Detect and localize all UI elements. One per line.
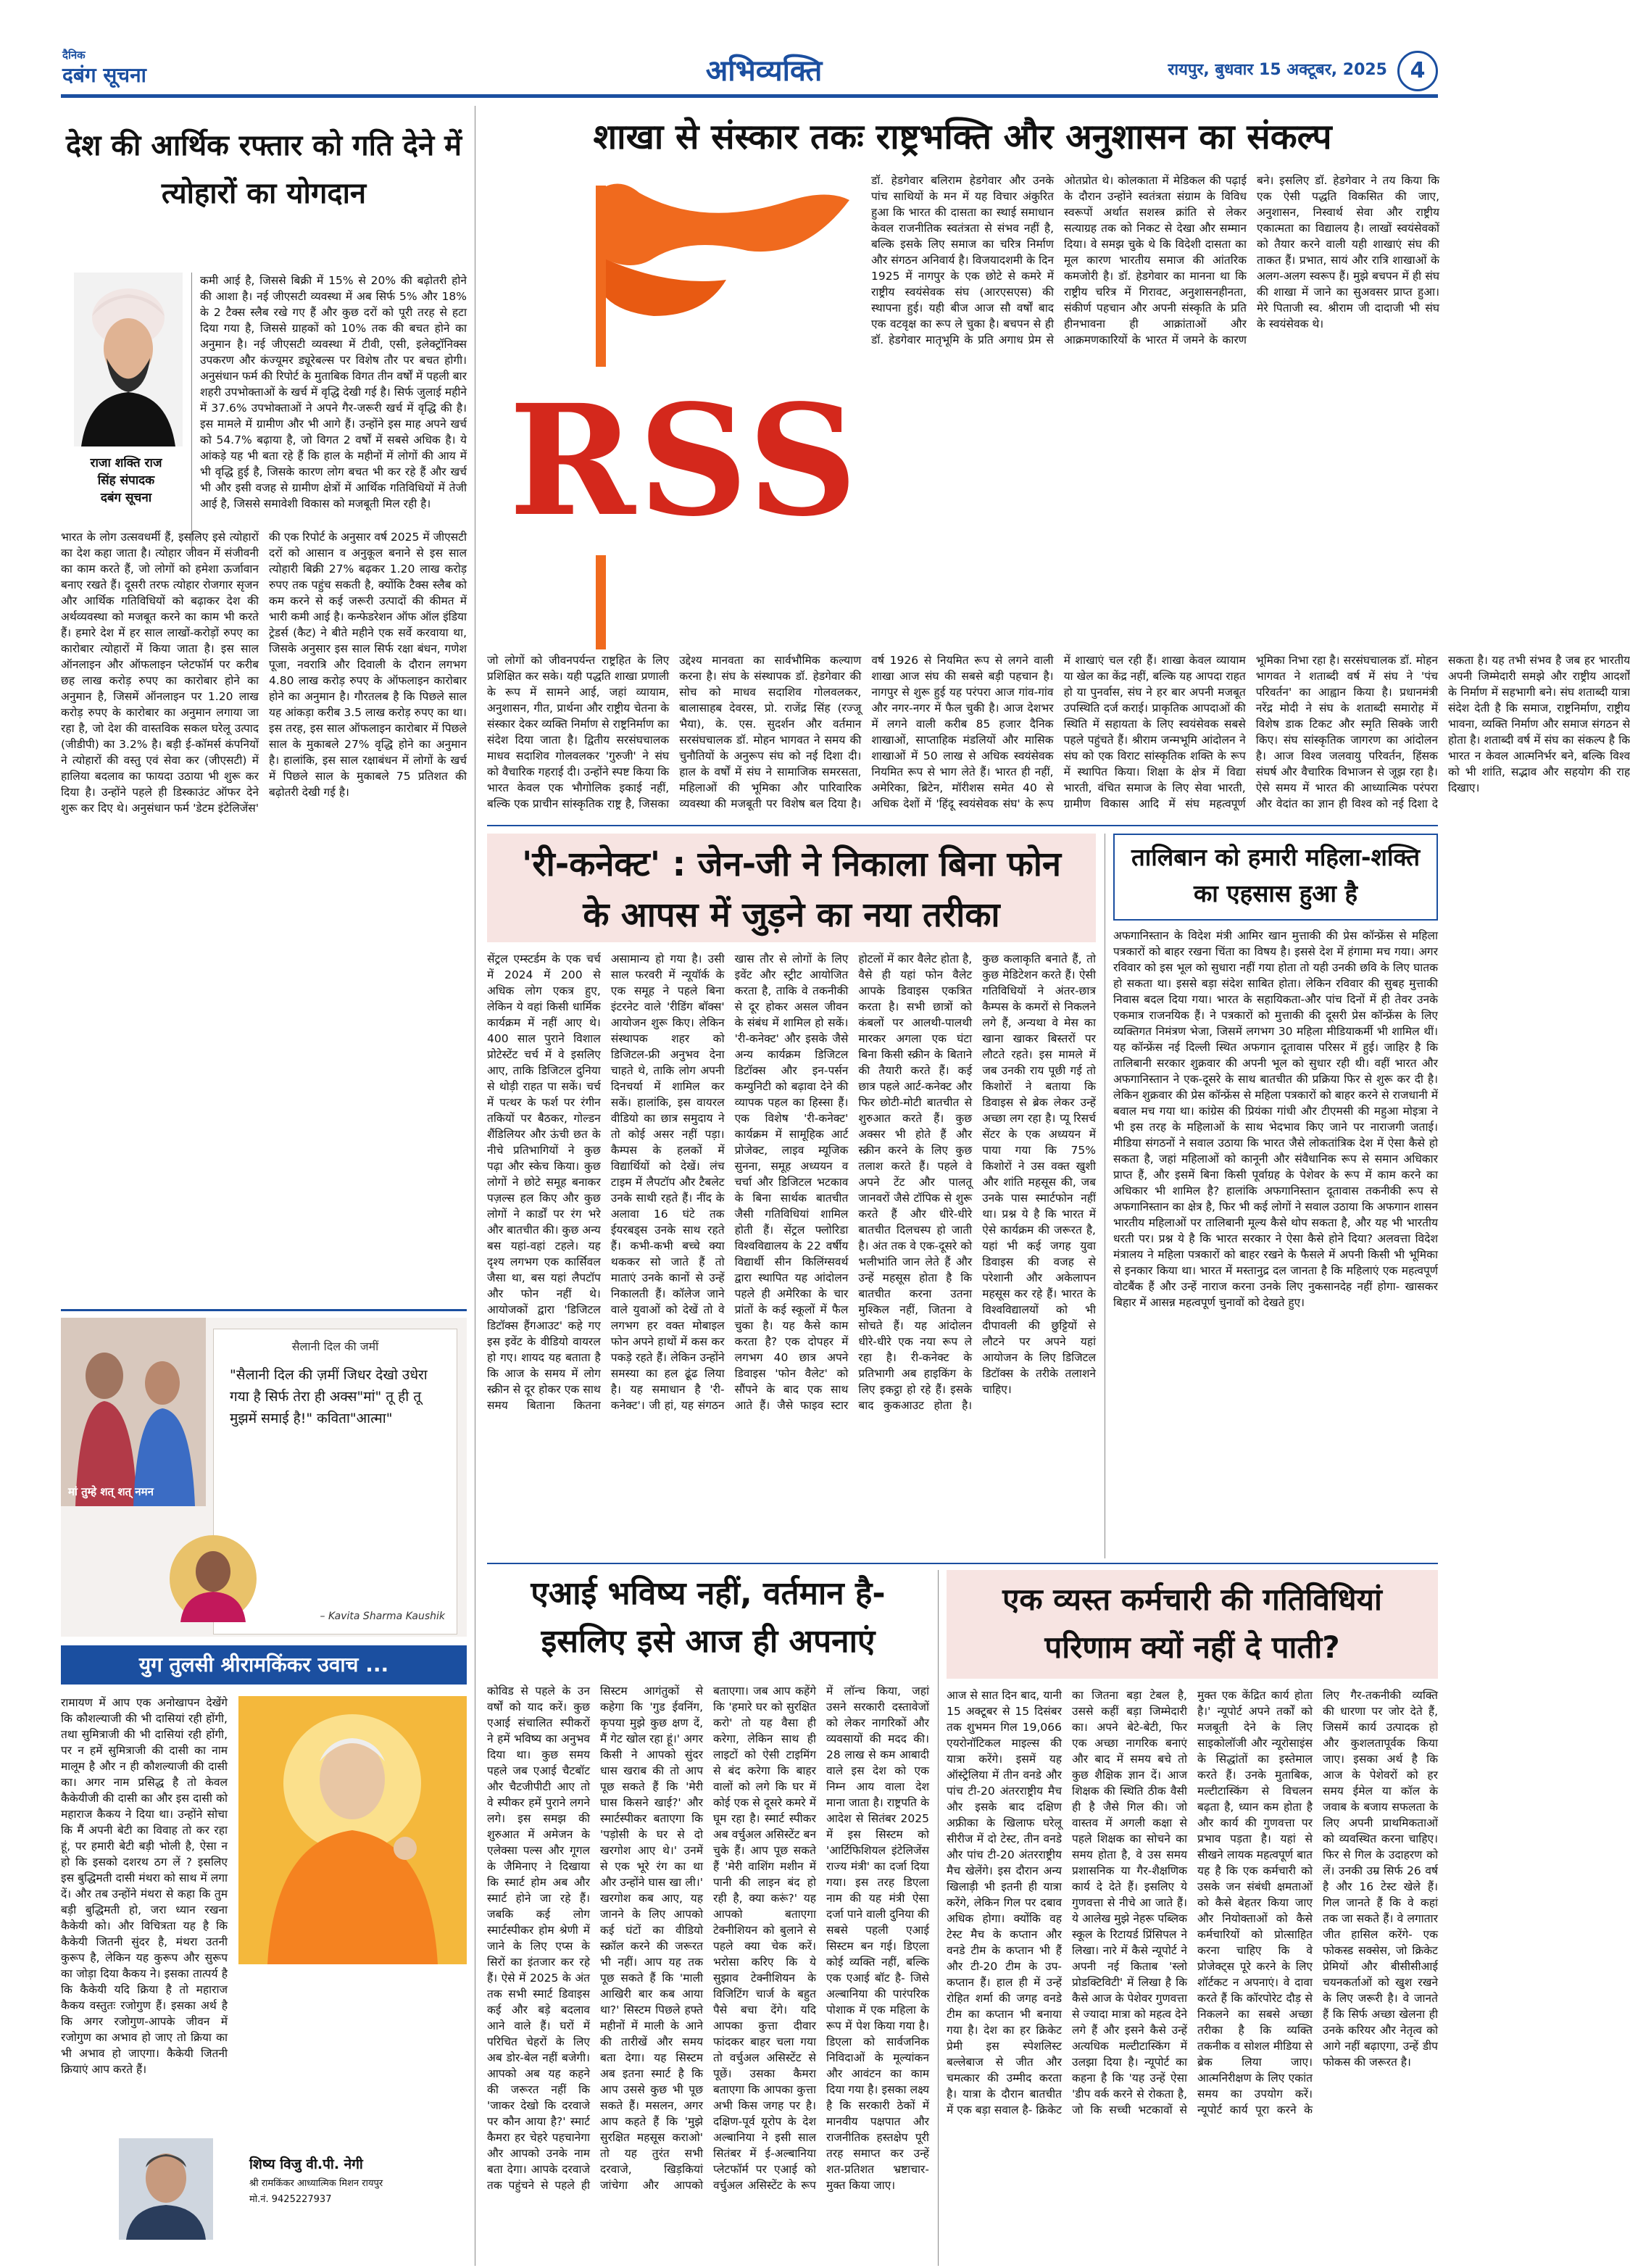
rss-logo-text: RSS: [509, 371, 861, 550]
article-reconnect: [487, 834, 1096, 1558]
article-taliban: [1113, 834, 1438, 1558]
poem-ad-credit: – Kavita Sharma Kaushik: [320, 1611, 445, 1622]
article-festival-text-top: कमी आई है, जिससे बिक्री में 15% से 20% की बढ़ोतरी होने की आशा है। नई जीएसटी व्यवस्था में अब सिर्फ 5% और 18% के 2 टैक्स स्लैब रखे गए हैं और कुछ दरों को पूरी तरह से हटा दिया गया है, जिससे ग्राहकों को 10% तक की बचत होने का अनुमान है। नई जीएसटी व्यवस्था में टीवी, एसी, इलेक्ट्रॉनिक्स उपकरण और कंज्यूमर ड्यूरेबल्स पर विशेष तौर पर बचत होगी। अनुसंधान फर्म की रिपोर्ट के मुताबिक विगत तीन वर्षों में पहली बार शहरी उपभोक्ताओं के खर्च में वृद्धि देखी गई है। सिर्फ जुलाई महीने में 37.6% उपभोक्ताओं ने अपने गैर-जरूरी खर्च में वृद्धि की है। इस मामले में ग्रामीण और भी आगे हैं। उन्होंने इस माह अपने खर्च को 54.7% बढ़ाया है, जो विगत 2 वर्षों में सबसे अधिक है। ये आंकड़े यह भी बता रहे हैं कि हाल के महीनों में लोगों की आय में भी वृद्धि हुई है, जिसके कारण लोग बचत भी कर रहे हैं और खर्च भी और इसी वजह से ग्रामीण क्षेत्रों में आर्थिक गतिविधियों में तेजी आई है, जिससे समावेशी विकास को मजबूती मिल रही है।: [200, 274, 467, 510]
signature-phone: मो.नं. 9425227937: [249, 2194, 332, 2205]
signature-photo: [119, 2138, 213, 2240]
article-festival-economy: [61, 106, 467, 1302]
author-role: सिंह संपादक: [97, 473, 155, 488]
article-rss-text-bottom: जो लोगों को जीवनपर्यन्त राष्ट्रहित के लिए प्रशिक्षित कर सके। यही पद्धति शाखा प्रणाली के रूप में सामने आई, जहां व्यायाम, अनुशासन, गीत, प्रार्थना और राष्ट्रीय चेतना के संस्कार देकर व्यक्ति निर्माण से राष्ट्रनिर्माण का संदेश दिया जाता है। द्वितीय सरसंघचालक माधव सदाशिव गोलवलकर 'गुरुजी' ने संघ को वैचारिक गहराई दी। उन्होंने स्पष्ट किया कि भारत केवल एक भौगोलिक इकाई नहीं, बल्कि एक प्राचीन सांस्कृतिक राष्ट्र है, जिसका उद्देश्य मानवता का सार्वभौमिक कल्याण करना है। संघ के संस्थापक डॉ. हेडगेवार की सोच को माधव सदाशिव गोलवलकर, बालासाहब देवरस, प्रो. राजेंद्र सिंह (रज्जू भैया), के. एस. सुदर्शन और वर्तमान सरसंघचालक डॉ. मोहन भागवत ने समय की चुनौतियों के अनुरूप संघ को नई दिशा दी। हाल के वर्षों में संघ ने सामाजिक समरसता, महिलाओं की भूमिका और पारिवारिक व्यवस्था की मजबूती पर विशेष बल दिया है। वर्ष 1926 से नियमित रूप से लगने वाली शाखा आज संघ की सबसे बड़ी पहचान है। नागपुर से शुरू हुई यह परंपरा आज गांव-गांव और नगर-नगर में फैल चुकी है। आज देशभर में लगने वाली करीब 85 हजार दैनिक शाखाओं, साप्ताहिक मंडलियों और मासिक शाखाओं में 50 लाख से अधिक स्वयंसेवक नियमित रूप से भाग लेते हैं। भारत ही नहीं, अमेरिका, ब्रिटेन, मॉरीशस समेत 40 से अधिक देशों में 'हिंदू स्वयंसेवक संघ' के रूप में शाखाएं चल रही हैं। शाखा केवल व्यायाम या खेल का केंद्र नहीं, बल्कि यह आपदा राहत हो या पुनर्वास, संघ ने हर बार अपनी मजबूत उपस्थिति दर्ज कराई। प्राकृतिक आपदाओं की स्थिति में सहायता के लिए स्वयंसेवक सबसे पहले पहुंचते हैं। श्रीराम जन्मभूमि आंदोलन ने संघ को एक विराट सांस्कृतिक शक्ति के रूप में स्थापित किया। शिक्षा के क्षेत्र में विद्या भारती, वंचित समाज के लिए सेवा भारती, ग्रामीण विकास आदि में संघ महत्वपूर्ण भूमिका निभा रहा है। सरसंघचालक डॉ. मोहन भागवत ने शताब्दी वर्ष में संघ ने 'पंच परिवर्तन' का आह्वान किया है। प्रधानमंत्री नरेंद्र मोदी ने संघ के शताब्दी समारोह में विशेष डाक टिकट और स्मृति सिक्के जारी किए। संघ सांस्कृतिक जागरण का आंदोलन है। आज विश्व जलवायु परिवर्तन, हिंसक संघर्ष और वैचारिक विभाजन से जूझ रहा है। ऐसे समय में भारत की आध्यात्मिक परंपरा और वेदांत का ज्ञान ही विश्व को नई दिशा दे सकता है। यह तभी संभव है जब हर भारतीय अपनी जिम्मेदारी समझे और राष्ट्रीय आदर्शों के निर्माण में सहभागी बने। संघ शताब्दी यात्रा संदेश देती है कि समाज, राष्ट्रनिर्माण, राष्ट्रीय भावना, व्यक्ति निर्माण और समाज संगठन से होता है। शताब्दी वर्ष में संघ का संकल्प है कि भारत न केवल आत्मनिर्भर बने, बल्कि विश्व को भी शांति, सद्भाव और सहयोग की राह दिखाए।: [487, 654, 1630, 810]
masthead-section: अभिव्यक्ति: [705, 54, 823, 88]
article-tulsi-text: रामायण में आप एक अनोखापन देखेंगे कि कौशल्याजी की भी दासियां रही होंगी, तथा सुमित्राजी की भी दासियां रही होंगी, पर न हमें सुमित्राजी की दासी का नाम मालूम है और न ही कौशल्याजी की दासी का। अगर नाम प्रसिद्ध है तो केवल कैकेयीजी की दासी का और इस दासी को महाराज कैकय ने दिया था। उन्होंने सोचा कि मैं अपनी बेटी का विवाह तो कर रहा हूं, पर हमारी बेटी बड़ी भोली है, ऐसा न हो कि इसको दशरथ ठग लें ? इसलिए इस बुद्धिमती दासी मंथरा को साथ में लगा दें। और तब उन्होंने मंथरा से कहा कि तुम बड़ी बुद्धिमती हो, जरा ध्यान रखना कैकेयी को। और विचित्रता यह है कि कैकेयी जितनी सुंदर है, मंथरा उतनी कुरूप है, लेकिन यह कुरूप और सुरूप का जोड़ा दिया कैकय ने। इसका तात्पर्य है कि कैकेयी यदि क्रिया है तो महाराज कैकय वस्तुतः रजोगुण हैं। इसका अर्थ है कि अगर रजोगुण-आपके जीवन में रजोगुण का अभाव हो जाए तो क्रिया का भी अभाव हो जाएगा। कैकेयी जितनी क्रियाएं आप करते हैं।: [61, 1696, 228, 2076]
poem-ad-photo: [61, 1318, 206, 1506]
poem-ad: [61, 1318, 467, 1637]
lower-divider: [938, 1570, 939, 2266]
signature-name: शिष्य विजु वी.पी. नेगी: [249, 2156, 363, 2172]
article-rss: [487, 106, 1630, 823]
article-tulsi: [61, 1645, 467, 2261]
article-employee-title: एक व्यस्त कर्मचारी की गतिविधियां परिणाम क्यों नहीं दे पाती?: [1002, 1582, 1382, 1665]
masthead-daily: दैनिक: [62, 49, 86, 62]
poem-ad-verse: "सैलानी दिल की ज़मीं जिधर देखो उधेरा गया है सिर्फ तेरा ही अक्स"मां" तू ही तू मुझमें समाई है!" कविता"आत्मा": [230, 1367, 428, 1426]
author-photo: [74, 273, 183, 446]
signature-role: श्री रामकिंकर आध्यात्मिक मिशन रायपुर: [249, 2178, 383, 2189]
article-festival-title: देश की आर्थिक रफ्तार को गति देने में त्योहारों का योगदान: [65, 129, 462, 210]
author-box: [61, 273, 192, 548]
article-festival-text-bottom: भारत के लोग उत्सवधर्मी हैं, इसलिए इसे त्योहारों का देश कहा जाता है। त्योहार जीवन में संजीवनी का काम करते हैं, जो लोगों को हमेशा ऊर्जावान बनाए रखते हैं। दूसरी तरफ त्योहार रोजगार सृजन और आर्थिक गतिविधियों को बढ़ाकर देश की अर्थव्यवस्था को मजबूत करने का काम भी करते हैं। हमारे देश में हर साल लाखों-करोड़ों रुपए का कारोबार त्योहारों में किया जाता है। इस साल ऑनलाइन और ऑफलाइन प्लेटफॉर्म पर करीब छह लाख करोड़ रुपए का कारोबार होने का अनुमान है, जिसमें ऑनलाइन पर 1.20 लाख करोड़ रुपए के कारोबार का अनुमान लगाया जा रहा है, जो देश की वास्तविक सकल घरेलू उत्पाद (जीडीपी) का 3.2% है। बड़ी ई-कॉमर्स कंपनियों ने त्योहारों की वस्तु एवं सेवा कर (जीएसटी) में हालिया बदलाव का फायदा उठाया भी शुरू कर दिया है। उन्होंने पहले ही डिस्काउंट ऑफर देने शुरू कर दिए थे। अनुसंधान फर्म 'डेटम इंटेलिजेंस' की एक रिपोर्ट के अनुसार वर्ष 2025 में जीएसटी दरों को आसान व अनुकूल बनाने से इस साल त्योहारी बिक्री 27% बढ़कर 1.20 लाख करोड़ रुपए तक पहुंच सकती है, क्योंकि टैक्स स्लैब को कम करने से कई जरूरी उत्पादों की कीमत में भारी कमी आई है। कन्फेडरेशन ऑफ ऑल इंडिया ट्रेडर्स (कैट) ने बीते महीने एक सर्वे करवाया था, जिसके अनुसार इस साल सिर्फ रक्षा बंधन, गणेश पूजा, नवरात्रि और दिवाली के दौरान लगभग 4.80 लाख करोड़ रुपए के ऑफलाइन कारोबार होने का अनुमान है। गौरतलब है कि पिछले साल यह आंकड़ा करीब 3.5 लाख करोड़ रुपए का था। इस तरह, इस साल ऑफलाइन कारोबार में पिछले साल के मुकाबले 27% वृद्धि होने का अनुमान है। हालांकि, इस साल रक्षाबंधन में लोगों के खर्च में पिछले साल के मुकाबले 75 प्रतिशत की बढ़ोतरी देखी गई है।: [61, 531, 467, 815]
masthead: [61, 48, 1438, 99]
masthead-paper-name: दबंग सूचना: [62, 63, 146, 87]
article-employee-title-box: [947, 1570, 1438, 1679]
tulsi-photo: [238, 1696, 467, 1964]
article-ai-text: कोविड से पहले के उन वर्षों को याद करें। कुछ एआई संचालित स्पीकरों ने हमें भविष्य का अनुभव दिया था। कुछ समय पहले जब एआई चैटबॉट और चैटजीपीटी आए तो वे स्पीकर हमें पुराने लगने लगे। इस समझ की शुरुआत में अमेजन के एलेक्सा पल्स और गूगल के जैमिनाए ने दिखाया कि स्मार्ट होम अब और स्मार्ट होने जा रहे हैं। जबकि कई लोग स्मार्टस्पीकर होम श्रेणी में जाने के लिए एप्स के सिरों का इंतजार कर रहे हैं। ऐसे में 2025 के अंत तक सभी स्मार्ट डिवाइस कई और बड़े बदलाव आने वाले हैं। घरों में परिचित चेहरों के लिए अब डोर-बेल नहीं बजेगी। आपको अब यह कहने की जरूरत नहीं कि 'जाकर देखो कि दरवाजे पर कौन आया है?' स्मार्ट कैमरा हर चेहरे पहचानेगा और आपको उनके नाम बता देगा। आपके दरवाजे तक पहुंचने से पहले ही सिस्टम आगंतुकों से कहेगा कि 'गुड ईवनिंग, कृपया मुझे कुछ क्षण दें, मैं गेट खोल रहा हूं।' अगर किसी ने आपको सुंदर धास खराब की तो आप पूछ सकते हैं कि 'मेरी घास किसने खाई?' और स्मार्टस्पीकर बताएगा कि 'पड़ोसी के घर से दो खरगोश आए थे।' उनमें से एक भूरे रंग का था और उन्होंने घास खा ली।' खरगोश कब आए, यह जानने के लिए आपको कई घंटों का वीडियो स्क्रॉल करने की जरूरत भी नहीं। आप यह तक पूछ सकते हैं कि 'माली आखिरी बार कब आया था?' सिस्टम पिछले हफ्ते महीनों में माली के आने की तारीखें और समय बता देगा। यह सिस्टम अब इतना स्मार्ट है कि आप उससे कुछ भी पूछ सकते हैं। मसलन, अगर आप कहते हैं कि 'मुझे सुरक्षित महसूस कराओ' तो यह तुरंत सभी दरवाजे, खिड़कियां जांचेगा और आपको बताएगा। जब आप कहेंगे कि 'हमारे घर को सुरक्षित करो' तो यह वैसा ही करेगा, लेकिन साथ ही लाइटों को ऐसी टाइमिंग से बंद करेगा कि बाहर वालों को लगे कि घर में कोई एक से दूसरे कमरे में घूम रहा है। स्मार्ट स्पीकर अब वर्चुअल असिस्टेंट बन चुके हैं। आप पूछ सकते हैं 'मेरी वाशिंग मशीन में पानी की लाइन बंद हो रही है, क्या करूं?' यह आपको बताएगा टेक्नीशियन को बुलाने से पहले क्या चेक करें। भरोसा करिए कि ये सुझाव टेक्नीशियन के विजिटिंग चार्ज के बहुत पैसे बचा देंगे। यदि आपका कुत्ता दीवार फांदकर बाहर चला गया तो वर्चुअल असिस्टेंट से पूछें। उसका कैमरा बताएगा कि आपका कुत्ता अभी किस जगह पर है। दक्षिण-पूर्व यूरोप के देश अल्बानिया ने इसी साल सितंबर में ई-अल्बानिया प्लेटफॉर्म पर एआई को वर्चुअल असिस्टेंट के रूप में लॉन्च किया, जहां उसने सरकारी दस्तावेजों को लेकर नागरिकों और व्यवसायों की मदद की। 28 लाख से कम आबादी वाले इस देश को एक निम्न आय वाला देश माना जाता है। राष्ट्रपति के आदेश से सितंबर 2025 में इस सिस्टम को 'आर्टिफिशियल इंटेलिजेंस राज्य मंत्री' का दर्जा दिया गया। इस तरह डिएला नाम की यह मंत्री ऐसा दर्जा पाने वाली दुनिया की सबसे पहली एआई सिस्टम बन गई। डिएला कोई व्यक्ति नहीं, बल्कि एक एआई बॉट है- जिसे अल्बानिया की पारंपरिक पोशाक में एक महिला के रूप में पेश किया गया है। डिएला को सार्वजनिक निविदाओं के मूल्यांकन और आवंटन का काम दिया गया है। इसका लक्ष्य है कि सरकारी ठेकों में मानवीय पक्षपात और राजनीतिक हस्तक्षेप पूरी तरह समाप्त कर उन्हें शत-प्रतिशत भ्रष्टाचार-मुक्त किया जाए।: [487, 1685, 929, 2192]
author-org: दबंग सूचना: [100, 491, 152, 505]
article-rss-title: शाखा से संस्कार तकः राष्ट्रभक्ति और अनुशासन का संकल्प: [593, 117, 1332, 157]
article-taliban-text: अफगानिस्तान के विदेश मंत्री आमिर खान मुत्ताकी की प्रेस कॉन्फ्रेंस से महिला पत्रकारों को बाहर रखना चिंता का विषय है। इससे देश में हंगामा मच गया। अगर रविवार को इस भूल को सुधारा नहीं गया होता तो यही उनकी छवि के लिए घातक हो सकता था। इससे बड़ा संदेश साबित होता। लेकिन रविवार की सुबह मुत्ताकी निवास बदल दिया गया। भारत के सहायिकता-और पांच दिनों में ही तेवर उनके एकमात्र राजनयिक हैं। ने पत्रकारों को मुत्ताकी की दूसरी प्रेस कॉन्फ्रेंस के लिए व्यक्तिगत निमंत्रण भेजा, जिसमें लगभग 30 महिला मीडियाकर्मी भी शामिल थीं। यह कॉन्फ्रेंस नई दिल्ली स्थित अफगान दूतावास परिसर में हुई। जाहिर है कि तालिबानी सरकार शुक्रवार की अपनी भूल को सुधार रही थी। वहीं भारत और अफगानिस्तान ने एक-दूसरे के साथ बातचीत की प्रक्रिया फिर से शुरू कर दी है। लेकिन शुक्रवार की प्रेस कॉन्फ्रेंस से महिला पत्रकारों को बाहर करने से राजधानी में बवाल मच गया था। कांग्रेस की प्रियंका गांधी और टीएमसी की महुआ मोइत्रा ने भी इस तरह के महिलाओं के साथ भेदभाव किए जाने पर नाराजगी जताई। मीडिया संगठनों ने सवाल उठाया कि भारत जैसे लोकतांत्रिक देश में ऐसा कैसे हो सकता है, जहां महिलाओं को कानूनी और संवैधानिक रूप से समान अधिकार प्राप्त हैं, और इसमें बिना किसी पूर्वाग्रह के पेशेवर के रूप में काम करने का अधिकार भी शामिल है? हालांकि अफगानिस्तान दूतावास तकनीकी रूप से अफगानिस्तान का क्षेत्र है, फिर भी कई लोगों ने सवाल उठाया कि अफगान शासन भारतीय महिलाओं पर तालिबानी मूल्य कैसे थोप सकता है, और यह भी भारतीय धरती पर। प्रश्न ये है कि भारत सरकार ने ऐसा कैसे होने दिया? अलवत्ता विदेश मंत्रालय ने महिला पत्रकारों को बाहर रखने के फैसले में अपनी किसी भी भूमिका से इनकार किया था। भारत में मस्तानुद्र दल जानता है कि महिलाएं एक महत्वपूर्ण वोटबैंक हैं और उन्हें नाराज करना उनके लिए नुकसानदेह नहीं होगा- खासकर बिहार में आसन्न महत्वपूर्ण चुनावों को देखते हुए।: [1113, 929, 1438, 1309]
page-number: 4: [1410, 58, 1426, 83]
poem-ad-header: सैलानी दिल की जमीं: [291, 1339, 379, 1353]
article-taliban-title-box: [1113, 834, 1438, 921]
poem-ad-caption: मां तुम्हे शत् शत् नमन: [68, 1485, 154, 1498]
author-name: राजा शक्ति राज: [90, 456, 162, 470]
article-ai-title: एआई भविष्य नहीं, वर्तमान है- इसलिए इसे आज ही अपनाएं: [531, 1575, 886, 1660]
article-reconnect-text: सेंट्रल एम्स्टर्डम के एक चर्च में 2024 में 200 से अधिक लोग एकत्र हुए, लेकिन ये वहां किसी धार्मिक कार्यक्रम में नहीं आए थे। 400 साल पुराने विशाल प्रोटेस्टेंट चर्च में वे इसलिए आए, ताकि डिजिटल दुनिया से थोड़ी राहत पा सकें। चर्च में पत्थर के फर्श पर रंगीन तकियों पर बैठकर, गोल्डन शैंडिलियर और ऊंची छत के नीचे प्रतिभागियों ने कुछ पढ़ा और स्केच किया। कुछ लोगों ने छोटे समूह बनाकर पज़ल्स हल किए और कुछ लोगों ने कार्डों पर रंग भरे और बातचीत की। कुछ अन्य बस यहां-वहां टहले। यह दृश्य लगभग एक कार्सिवल जैसा था, बस यहां लैपटॉप और फोन नहीं थे। आयोजकों द्वारा 'डिजिटल डिटॉक्स हैंगआउट' कहे गए इस इवेंट के वीडियो वायरल हो गए। शायद यह बताता है कि आज के समय में लोग स्क्रीन से दूर होकर एक साथ समय बिताना कितना असामान्य हो गया है। उसी साल फरवरी में न्यूयॉर्क के एक समूह ने पहले बिना इंटरनेट वाले 'रीडिंग बॉक्स' आयोजन शुरू किए। लेकिन संस्थापक शहर को डिजिटल-फ्री अनुभव देना चाहते थे, ताकि लोग अपनी दिनचर्या में शामिल कर सकें। हालांकि, इस वायरल वीडियो का छात्र समुदाय ने तो कोई असर नहीं पड़ा। कैम्पस के हलकों में विद्यार्थियों को देखें। लंच टाइम में लैपटॉप और टैबलेट उनके साथी रहते हैं। नींद के अलावा 16 घंटे तक ईयरबड्स उनके साथ रहते हैं। कभी-कभी बच्चे क्या थककर सो जाते हैं तो माताएं उनके कानों से उन्हें निकालती हैं। कॉलेज जाने वाले युवाओं को देखें तो वे लगभग हर वक्त मोबाइल फोन अपने हाथों में कस कर पकड़े रहते हैं। लेकिन उन्होंने समस्या का हल ढूंढ लिया है। यह समाधान है 'री-कनेक्ट'। जी हां, यह संगठन खास तौर से लोगों के लिए इवेंट और स्ट्रीट आयोजित करता है, ताकि वे तकनीकी से दूर होकर असल जीवन के संबंध में शामिल हो सकें। 'री-कनेक्ट' और इसके जैसे अन्य कार्यक्रम डिजिटल डिटॉक्स और इन-पर्सन कम्युनिटी को बढ़ावा देने की व्यापक पहल का हिस्सा हैं। एक विशेष 'री-कनेक्ट' कार्यक्रम में सामूहिक आर्ट प्रोजेक्ट, लाइव म्यूजिक सुनना, समूह अध्ययन व चर्चा और डिजिटल भटकाव के बिना सार्थक बातचीत जैसी गतिविधियां शामिल होती हैं। सेंट्रल फ्लोरिडा विश्वविद्यालय के 22 वर्षीय विद्यार्थी सीन किलिंग्सवर्थ द्वारा स्थापित यह आंदोलन पहले ही अमेरिका के चार प्रांतों के कई स्कूलों में फैल चुका है। यह कैसे काम करता है? एक दोपहर में लगभग 40 छात्र अपने डिवाइस 'फोन वैलेट' को सौंपने के बाद एक साथ आते हैं। जैसे फाइव स्टार होटलों में कार वैलेट होता है, वैसे ही यहां फोन वैलेट आपके डिवाइस एकत्रित करता है। सभी छात्रों को कंबलों पर आलथी-पालथी मारकर अगला एक घंटा बिना किसी स्क्रीन के बिताने की तैयारी करते हैं। कई छात्र पहले आर्ट-कनेक्ट और फिर छोटी-मोटी बातचीत से शुरुआत करते हैं। कुछ अक्सर भी होते हैं और स्क्रीन करने के लिए कुछ तलाश करते हैं। पहले वे अपने टेंट और पालतू जानवरों जैसे टॉपिक से शुरू करते हैं और धीरे-धीरे बातचीत दिलचस्प हो जाती है। अंत तक वे एक-दूसरे को भलीभांति जान लेते हैं और उन्हें महसूस होता है कि बातचीत करना उतना मुश्किल नहीं, जितना वे सोचते हैं। यह आंदोलन धीरे-धीरे एक नया रूप ले रहा है। री-कनेक्ट के प्रतिभागी अब हाइकिंग के लिए इकट्ठा हो रहे हैं। इसके बाद कुकआउट होता है। कुछ कलाकृति बनाते हैं, तो कुछ मेडिटेशन करते हैं। ऐसी गतिविधियों ने अंतर-छात्र कैम्पस के कमरों से निकलने लगे हैं, अन्यथा वे मेस का खाना खाकर बिस्तरों पर लौटते रहते। इस मामले में जब उनकी राय पूछी गई तो किशोरों ने बताया कि डिवाइस से ब्रेक लेकर उन्हें अच्छा लग रहा है। प्यू रिसर्च सेंटर के एक अध्ययन में पाया गया कि 75% किशोरों ने उस वक्त खुशी और शांति महसूस की, जब उनके पास स्मार्टफोन नहीं था। प्रश्न ये है कि भारत में ऐसे कार्यक्रम की जरूरत है, यहां भी कई जगह युवा डिवाइस की वजह से परेशानी और अकेलापन महसूस कर रहे हैं। भारत के विश्वविद्यालयों को भी दीपावली की छुट्टियों से लौटने पर अपने यहां आयोजन के लिए डिजिटल डिटॉक्स के तरीके तलाशने चाहिए।: [487, 952, 1096, 1412]
article-reconnect-title: 'री-कनेक्ट' : जेन-जी ने निकाला बिना फोन के आपस में जुड़ने का नया तरीका: [521, 844, 1062, 935]
page-number-badge: [1397, 51, 1438, 91]
article-taliban-title: तालिबान को हमारी महिला-शक्ति का एहसास हुआ है: [1131, 843, 1421, 907]
article-tulsi-text-left: [61, 1695, 228, 2076]
article-reconnect-title-box: [487, 834, 1096, 942]
article-rss-text-side: डॉ. हेडगेवार बलिराम हेडगेवार और उनके पांच साथियों के मन में यह विचार अंकुरित हुआ कि भारत की दासता का स्थाई समाधान केवल राजनीतिक स्वतंत्रता से संभव नहीं है, बल्कि इसके लिए समाज का चरित्र निर्माण और संगठन अनिवार्य है। विजयादशमी के दिन 1925 में नागपुर के एक छोटे से कमरे में राष्ट्रीय स्वयंसेवक संघ (आरएसएस) की स्थापना हुई। यही बीज आज सौ वर्षों बाद एक वटवृक्ष का रूप ले चुका है। बचपन से ही डॉ. हेडगेवार मातृभूमि के प्रति अगाध प्रेम से ओतप्रोत थे। कोलकाता में मेडिकल की पढ़ाई के दौरान उन्होंने स्वतंत्रता संग्राम के विविध स्वरूपों अर्थात सशस्त्र क्रांति से लेकर सत्याग्रह तक को निकट से देखा और सम्मान दिया। वे समझ चुके थे कि विदेशी दासता का मूल कारण भारतीय समाज की आंतरिक कमजोरी है। डॉ. हेडगेवार का मानना था कि राष्ट्रीय चरित्र में गिरावट, अनुशासनहीनता, संकीर्ण पहचान और अपनी संस्कृति के प्रति हीनभावना ही आक्रांताओं और आक्रमणकारियों के भारत में जमने के कारण बने। इसलिए डॉ. हेडगेवार ने तय किया कि एक ऐसी पद्धति विकसित की जाए, अनुशासन, निस्वार्थ सेवा और राष्ट्रीय एकात्मता का विद्यालय है। लाखों स्वयंसेवकों को तैयार करने वाली यही शाखाएं संघ की ताकत हैं। प्रभात, सायं और रात्रि शाखाओं के अलग-अलग स्वरूप हैं। मुझे बचपन में ही संघ की शाखा में जाने का सुअवसर प्राप्त हुआ। मेरे पिताजी स्व. श्रीराम जी दादाजी भी संघ के स्वयंसेवक थे।: [871, 174, 1439, 346]
left-divider-1: [61, 1309, 467, 1311]
article-tulsi-text-right: [238, 1973, 467, 2137]
tulsi-signature-box: [119, 2138, 467, 2240]
article-employee-text: आज से सात दिन बाद, यानी 15 अक्टूबर से 15 दिसंबर तक शुभमन गिल 19,066 एयरोनॉटिकल माइल्स की यात्रा करेंगे। इसमें यह ऑस्ट्रेलिया में तीन वनडे और पांच टी-20 अंतरराष्ट्रीय मैच और इसके बाद दक्षिण अफ्रीका के खिलाफ घरेलू सीरीज में दो टेस्ट, तीन वनडे और पांच टी-20 अंतरराष्ट्रीय मैच खेलेंगे। इस दौरान अन्य खिलाड़ी भी इतनी ही यात्रा करेंगे, लेकिन गिल पर दबाव अधिक होगा। क्योंकि वह टेस्ट मैच के कप्तान और वनडे टीम के कप्तान भी हैं और टी-20 टीम के उप-कप्तान हैं। हाल ही में उन्हें रोहित शर्मा की जगह वनडे टीम का कप्तान भी बनाया गया है। देश का हर क्रिकेट प्रेमी इस स्पेशलिस्ट बल्लेबाज से जीत और चमत्कार की उम्मीद करता है। यात्रा के दौरान बातचीत में एक बड़ा सवाल है- क्रिकेट का जितना बड़ा टेबल है, उससे कहीं बड़ा जिम्मेदारी का। अपने बेटे-बेटी, फिर एक अच्छा नागरिक बनाएं और बाद में समय बचे तो कुछ शैक्षिक ज्ञान दें। आज शिक्षक की स्थिति ठीक वैसी ही है जैसे गिल की। जो वास्तव में अगली कक्षा से पहले शिक्षक का सोचने का समय होता है, वे उस समय प्रशासनिक या गैर-शैक्षणिक कार्य दे देते हैं। इसलिए ये गुणवत्ता से नीचे आ जाते हैं। ये आलेख मुझे नेहरू पब्लिक स्कूल के रिटायर्ड प्रिंसिपल ने लिखा। नारे में कैसे न्यूपोर्ट ने अपनी नई किताब 'स्लो प्रोडक्टिविटी' में लिखा है कि कैसे आज के पेशेवर गुणवत्ता से ज्यादा मात्रा को महत्व देने लगे हैं और इसने कैसे उन्हें अत्यधिक मल्टीटास्किंग में उलझा दिया है। न्यूपोर्ट का कहना है कि 'यह उन्हें ऐसा 'डीप वर्क करने से रोकता है, जो कि सच्ची भटकावों से मुक्त एक केंद्रित कार्य होता है।' न्यूपोर्ट अपने तर्कों को मजबूती देने के लिए साइकोलॉजी और न्यूरोसाइंस के सिद्धांतों का इस्तेमाल करते हैं। उनके मुताबिक, मल्टीटास्किंग से विचलन बढ़ता है, ध्यान कम होता है और कार्य की गुणवत्ता पर प्रभाव पड़ता है। यहां से सीखने लायक महत्वपूर्ण बात यह है कि एक कर्मचारी को उसके जन संबंधी क्षमताओं को कैसे बेहतर किया जाए और नियोक्ताओं को कैसे कर्मचारियों को प्रोत्साहित करना चाहिए कि वे प्रोजेक्ट्स पूरे करने के लिए शॉर्टकट न अपनाएं। वे दावा करते हैं कि कॉरपोरेट दौड़ से निकलने का सबसे अच्छा तरीका है कि व्यक्ति तकनीक व सोशल मीडिया से ब्रेक लिया जाए। आत्मनिरीक्षण के लिए एकांत समय का उपयोग करें। न्यूपोर्ट कार्य पूरा करने के लिए गैर-तकनीकी व्यक्ति की धारणा पर जोर देते हैं, जिसमें कार्य उत्पादक हो और कुशलतापूर्वक किया जाए। इसका अर्थ है कि आज के पेशेवरों को हर समय ईमेल या कॉल के जवाब के बजाय सफलता के लिए अपनी प्राथमिकताओं को व्यवस्थित करना चाहिए। फिर से गिल के उदाहरण को लें। उनकी उम्र सिर्फ 26 वर्ष है और 16 टेस्ट खेले हैं। गिल जानते हैं कि वे कहां तक जा सकते हैं। वे लगातार जीत हासिल करेंगे- एक फोकस्ड सक्सेस, जो क्रिकेट प्रेमियों और बीसीसीआई चयनकर्ताओं को खुश रखने के लिए जरूरी है। वे जानते हैं कि सिर्फ अच्छा खेलना ही उनके करियर और नेतृत्व को आगे नहीं बढ़ाएगा, उन्हें डीप फोकस की जरूरत है।: [947, 1689, 1438, 2117]
article-employee: [947, 1570, 1438, 2266]
middle-rule: [487, 1563, 1438, 1564]
rss-bottom-rule: [487, 825, 1438, 826]
article-tulsi-title-band: [61, 1645, 467, 1685]
masthead-dateline: रायपुर, बुधवार 15 अक्टूबर, 2025: [1168, 61, 1387, 79]
masthead-rule: [61, 94, 1438, 98]
poem-ad-portrait: [170, 1535, 257, 1622]
article-tulsi-title: युग तुलसी श्रीरामकिंकर उवाच ...: [138, 1653, 389, 1677]
article-ai: [487, 1570, 929, 2266]
rss-logo-image: [487, 171, 861, 649]
